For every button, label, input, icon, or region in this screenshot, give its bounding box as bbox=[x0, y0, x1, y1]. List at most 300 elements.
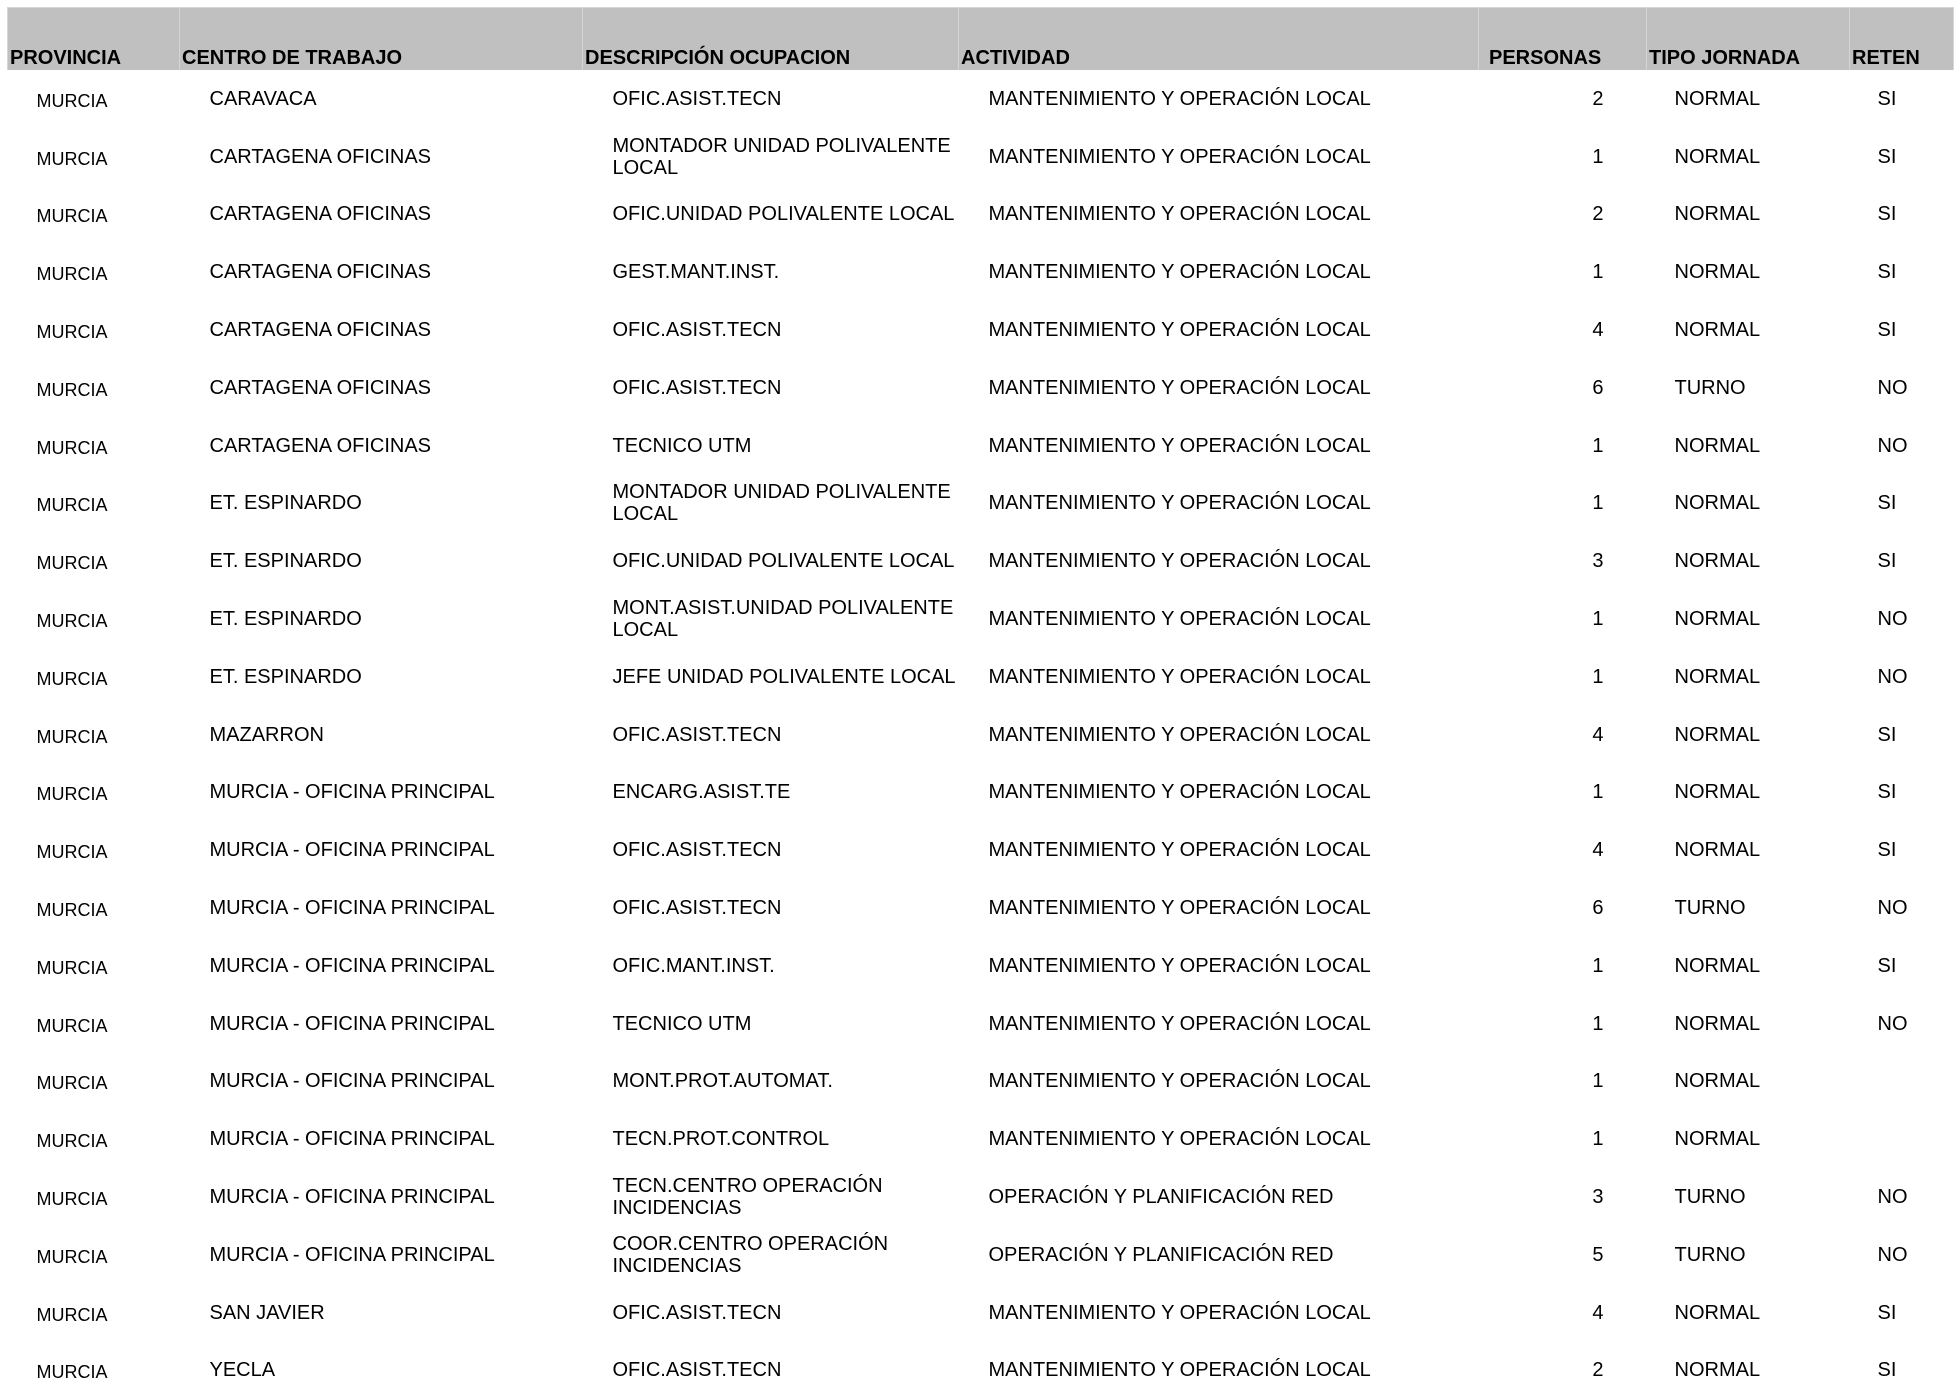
cell-descripcion-ocupacion-text: OFIC.UNIDAD POLIVALENTE LOCAL bbox=[612, 550, 955, 573]
header-reten bbox=[1850, 8, 1954, 71]
cell-tipo-jornada bbox=[1647, 1110, 1850, 1168]
cell-descripcion-ocupacion bbox=[583, 70, 959, 128]
cell-centro-trabajo-text: ET. ESPINARDO bbox=[209, 608, 362, 631]
cell-provincia-text: MURCIA bbox=[36, 1015, 108, 1036]
cell-centro-trabajo bbox=[180, 821, 583, 879]
cell-reten-text: SI bbox=[1877, 954, 1897, 977]
cell-reten-text: NO bbox=[1877, 434, 1908, 457]
cell-personas bbox=[1479, 706, 1647, 764]
cell-reten-text: SI bbox=[1877, 723, 1897, 746]
cell-tipo-jornada-text: NORMAL bbox=[1674, 261, 1761, 284]
cell-tipo-jornada-text: TURNO bbox=[1674, 1186, 1746, 1209]
cell-actividad bbox=[959, 475, 1479, 533]
cell-provincia bbox=[8, 1110, 180, 1168]
cell-centro-trabajo-text: CARTAGENA OFICINAS bbox=[209, 319, 432, 342]
table-row bbox=[8, 995, 1954, 1053]
cell-reten-text: SI bbox=[1877, 145, 1897, 168]
cell-actividad-text: MANTENIMIENTO Y OPERACIÓN LOCAL bbox=[988, 1301, 1371, 1324]
cell-tipo-jornada bbox=[1647, 359, 1850, 417]
cell-provincia bbox=[8, 186, 180, 244]
cell-personas-text: 1 bbox=[1592, 434, 1604, 457]
cell-descripcion-ocupacion bbox=[583, 186, 959, 244]
cell-provincia-text: MURCIA bbox=[36, 1246, 108, 1267]
cell-descripcion-ocupacion-text: COOR.CENTRO OPERACIÓN INCIDENCIAS bbox=[612, 1232, 889, 1277]
cell-centro-trabajo-text: MURCIA - OFICINA PRINCIPAL bbox=[209, 1070, 495, 1093]
cell-actividad-text: MANTENIMIENTO Y OPERACIÓN LOCAL bbox=[988, 954, 1371, 977]
cell-tipo-jornada-text: NORMAL bbox=[1674, 1301, 1761, 1324]
cell-provincia-text: MURCIA bbox=[36, 148, 108, 169]
cell-provincia-text: MURCIA bbox=[36, 437, 108, 458]
cell-personas bbox=[1479, 821, 1647, 879]
cell-personas bbox=[1479, 243, 1647, 301]
cell-personas bbox=[1479, 1284, 1647, 1342]
cell-actividad bbox=[959, 590, 1479, 648]
cell-actividad bbox=[959, 186, 1479, 244]
cell-centro-trabajo bbox=[180, 70, 583, 128]
cell-reten bbox=[1850, 1053, 1954, 1111]
cell-provincia-text: MURCIA bbox=[36, 1131, 108, 1152]
cell-provincia bbox=[8, 937, 180, 995]
cell-provincia-text: MURCIA bbox=[36, 611, 108, 632]
cell-centro-trabajo-text: CARTAGENA OFICINAS bbox=[209, 145, 432, 168]
cell-descripcion-ocupacion bbox=[583, 532, 959, 590]
cell-reten-text: NO bbox=[1877, 1186, 1908, 1209]
header-row bbox=[8, 8, 1954, 71]
cell-actividad-text: MANTENIMIENTO Y OPERACIÓN LOCAL bbox=[988, 897, 1371, 920]
cell-personas bbox=[1479, 417, 1647, 475]
cell-centro-trabajo-text: MURCIA - OFICINA PRINCIPAL bbox=[209, 897, 495, 920]
cell-personas bbox=[1479, 879, 1647, 937]
header-provincia bbox=[8, 8, 180, 71]
cell-reten bbox=[1850, 186, 1954, 244]
cell-actividad-text: MANTENIMIENTO Y OPERACIÓN LOCAL bbox=[988, 319, 1371, 342]
cell-actividad bbox=[959, 417, 1479, 475]
cell-centro-trabajo-text: MURCIA - OFICINA PRINCIPAL bbox=[209, 1128, 495, 1151]
cell-tipo-jornada-text: NORMAL bbox=[1674, 550, 1761, 573]
cell-tipo-jornada bbox=[1647, 243, 1850, 301]
cell-personas bbox=[1479, 1342, 1647, 1399]
cell-reten bbox=[1850, 648, 1954, 706]
cell-tipo-jornada-text: NORMAL bbox=[1674, 319, 1761, 342]
header-personas bbox=[1479, 8, 1647, 71]
cell-provincia bbox=[8, 764, 180, 822]
cell-tipo-jornada bbox=[1647, 1342, 1850, 1399]
header-tipo-jornada bbox=[1647, 8, 1850, 71]
cell-tipo-jornada-text: NORMAL bbox=[1674, 608, 1761, 631]
cell-personas-text: 5 bbox=[1592, 1243, 1604, 1266]
cell-descripcion-ocupacion-text: OFIC.ASIST.TECN bbox=[612, 897, 782, 920]
cell-descripcion-ocupacion bbox=[583, 995, 959, 1053]
cell-descripcion-ocupacion bbox=[583, 1168, 959, 1226]
cell-tipo-jornada-text: NORMAL bbox=[1674, 434, 1761, 457]
cell-reten bbox=[1850, 417, 1954, 475]
table-row bbox=[8, 1226, 1954, 1284]
header-centro-label: CENTRO DE TRABAJO bbox=[182, 47, 403, 69]
cell-tipo-jornada bbox=[1647, 590, 1850, 648]
cell-descripcion-ocupacion bbox=[583, 764, 959, 822]
cell-provincia-text: MURCIA bbox=[36, 264, 108, 285]
table-row bbox=[8, 128, 1954, 186]
cell-actividad bbox=[959, 879, 1479, 937]
cell-tipo-jornada-text: NORMAL bbox=[1674, 1070, 1761, 1093]
cell-tipo-jornada bbox=[1647, 706, 1850, 764]
cell-centro-trabajo-text: MURCIA - OFICINA PRINCIPAL bbox=[209, 839, 495, 862]
cell-actividad bbox=[959, 648, 1479, 706]
cell-provincia-text: MURCIA bbox=[36, 726, 108, 747]
cell-centro-trabajo-text: SAN JAVIER bbox=[209, 1301, 325, 1324]
cell-descripcion-ocupacion-text: OFIC.UNIDAD POLIVALENTE LOCAL bbox=[612, 203, 955, 226]
cell-centro-trabajo bbox=[180, 532, 583, 590]
table-row bbox=[8, 417, 1954, 475]
cell-reten bbox=[1850, 764, 1954, 822]
cell-tipo-jornada bbox=[1647, 186, 1850, 244]
cell-actividad bbox=[959, 301, 1479, 359]
cell-personas bbox=[1479, 995, 1647, 1053]
cell-centro-trabajo bbox=[180, 243, 583, 301]
cell-centro-trabajo-text: CARTAGENA OFICINAS bbox=[209, 261, 432, 284]
cell-personas bbox=[1479, 301, 1647, 359]
cell-reten bbox=[1850, 70, 1954, 128]
header-provincia-label: PROVINCIA bbox=[10, 47, 122, 69]
cell-descripcion-ocupacion bbox=[583, 821, 959, 879]
cell-tipo-jornada bbox=[1647, 648, 1850, 706]
cell-personas-text: 1 bbox=[1592, 781, 1604, 804]
cell-centro-trabajo bbox=[180, 359, 583, 417]
cell-provincia bbox=[8, 359, 180, 417]
cell-centro-trabajo-text: YECLA bbox=[209, 1359, 276, 1382]
table-row bbox=[8, 648, 1954, 706]
cell-descripcion-ocupacion-text: OFIC.ASIST.TECN bbox=[612, 723, 782, 746]
cell-centro-trabajo bbox=[180, 706, 583, 764]
cell-personas bbox=[1479, 70, 1647, 128]
cell-provincia bbox=[8, 128, 180, 186]
header-descripcion bbox=[583, 8, 959, 71]
cell-actividad bbox=[959, 937, 1479, 995]
table-row bbox=[8, 590, 1954, 648]
cell-personas-text: 4 bbox=[1592, 723, 1604, 746]
cell-reten-text: SI bbox=[1877, 261, 1897, 284]
cell-provincia bbox=[8, 301, 180, 359]
cell-reten-text: SI bbox=[1877, 550, 1897, 573]
cell-provincia bbox=[8, 706, 180, 764]
cell-personas-text: 4 bbox=[1592, 319, 1604, 342]
cell-actividad bbox=[959, 995, 1479, 1053]
cell-personas-text: 1 bbox=[1592, 954, 1604, 977]
cell-provincia-text: MURCIA bbox=[36, 90, 108, 111]
cell-actividad bbox=[959, 1284, 1479, 1342]
cell-reten-text: SI bbox=[1877, 319, 1897, 342]
cell-reten-text: SI bbox=[1877, 492, 1897, 515]
cell-centro-trabajo bbox=[180, 1053, 583, 1111]
cell-reten bbox=[1850, 821, 1954, 879]
cell-descripcion-ocupacion bbox=[583, 937, 959, 995]
cell-tipo-jornada bbox=[1647, 821, 1850, 879]
cell-personas-text: 1 bbox=[1592, 1012, 1604, 1035]
cell-centro-trabajo bbox=[180, 1110, 583, 1168]
cell-descripcion-ocupacion-text: JEFE UNIDAD POLIVALENTE LOCAL bbox=[612, 665, 956, 688]
cell-actividad-text: MANTENIMIENTO Y OPERACIÓN LOCAL bbox=[988, 434, 1371, 457]
cell-provincia bbox=[8, 475, 180, 533]
cell-reten-text: SI bbox=[1877, 203, 1897, 226]
cell-descripcion-ocupacion-text: TECN.PROT.CONTROL bbox=[612, 1128, 830, 1151]
cell-tipo-jornada-text: TURNO bbox=[1674, 897, 1746, 920]
cell-tipo-jornada bbox=[1647, 1226, 1850, 1284]
cell-provincia-text: MURCIA bbox=[36, 206, 108, 227]
cell-personas bbox=[1479, 764, 1647, 822]
cell-actividad-text: MANTENIMIENTO Y OPERACIÓN LOCAL bbox=[988, 1359, 1371, 1382]
table-row bbox=[8, 764, 1954, 822]
cell-descripcion-ocupacion bbox=[583, 1053, 959, 1111]
cell-centro-trabajo bbox=[180, 128, 583, 186]
cell-provincia bbox=[8, 1053, 180, 1111]
cell-provincia bbox=[8, 1226, 180, 1284]
cell-centro-trabajo bbox=[180, 995, 583, 1053]
cell-actividad-text: MANTENIMIENTO Y OPERACIÓN LOCAL bbox=[988, 781, 1371, 804]
cell-descripcion-ocupacion-text: MONT.PROT.AUTOMAT. bbox=[612, 1070, 833, 1093]
cell-centro-trabajo-text: CARTAGENA OFICINAS bbox=[209, 203, 432, 226]
cell-tipo-jornada bbox=[1647, 764, 1850, 822]
cell-descripcion-ocupacion bbox=[583, 590, 959, 648]
cell-provincia-text: MURCIA bbox=[36, 842, 108, 863]
cell-provincia-text: MURCIA bbox=[36, 1189, 108, 1210]
cell-actividad-text: MANTENIMIENTO Y OPERACIÓN LOCAL bbox=[988, 665, 1371, 688]
cell-provincia bbox=[8, 532, 180, 590]
cell-personas-text: 1 bbox=[1592, 145, 1604, 168]
cell-descripcion-ocupacion bbox=[583, 1342, 959, 1399]
table-row bbox=[8, 70, 1954, 128]
cell-provincia bbox=[8, 1284, 180, 1342]
cell-actividad bbox=[959, 1342, 1479, 1399]
cell-tipo-jornada-text: TURNO bbox=[1674, 1243, 1746, 1266]
cell-personas-text: 4 bbox=[1592, 1301, 1604, 1324]
cell-personas-text: 2 bbox=[1592, 203, 1604, 226]
cell-reten-text: SI bbox=[1877, 87, 1897, 110]
cell-tipo-jornada-text: NORMAL bbox=[1674, 954, 1761, 977]
cell-personas-text: 1 bbox=[1592, 665, 1604, 688]
cell-reten-text: SI bbox=[1877, 1301, 1897, 1324]
cell-personas bbox=[1479, 475, 1647, 533]
cell-reten bbox=[1850, 879, 1954, 937]
cell-reten bbox=[1850, 359, 1954, 417]
cell-reten bbox=[1850, 1168, 1954, 1226]
cell-reten bbox=[1850, 1342, 1954, 1399]
cell-descripcion-ocupacion-text: TECN.CENTRO OPERACIÓN INCIDENCIAS bbox=[612, 1175, 883, 1220]
cell-centro-trabajo bbox=[180, 186, 583, 244]
table-row bbox=[8, 301, 1954, 359]
cell-actividad-text: MANTENIMIENTO Y OPERACIÓN LOCAL bbox=[988, 608, 1371, 631]
cell-personas-text: 1 bbox=[1592, 608, 1604, 631]
cell-reten-text: SI bbox=[1877, 781, 1897, 804]
cell-centro-trabajo bbox=[180, 301, 583, 359]
cell-tipo-jornada bbox=[1647, 1053, 1850, 1111]
cell-tipo-jornada-text: NORMAL bbox=[1674, 839, 1761, 862]
cell-descripcion-ocupacion bbox=[583, 359, 959, 417]
cell-tipo-jornada-text: NORMAL bbox=[1674, 1012, 1761, 1035]
table-row bbox=[8, 475, 1954, 533]
table-row bbox=[8, 1168, 1954, 1226]
cell-actividad bbox=[959, 70, 1479, 128]
cell-personas-text: 1 bbox=[1592, 1128, 1604, 1151]
table-row bbox=[8, 706, 1954, 764]
cell-personas bbox=[1479, 1053, 1647, 1111]
cell-actividad-text: MANTENIMIENTO Y OPERACIÓN LOCAL bbox=[988, 261, 1371, 284]
header-actividad-label: ACTIVIDAD bbox=[961, 47, 1070, 69]
cell-actividad bbox=[959, 764, 1479, 822]
cell-personas bbox=[1479, 359, 1647, 417]
cell-provincia bbox=[8, 879, 180, 937]
cell-actividad bbox=[959, 1226, 1479, 1284]
cell-provincia-text: MURCIA bbox=[36, 553, 108, 574]
cell-reten-text: NO bbox=[1877, 1012, 1908, 1035]
cell-tipo-jornada-text: NORMAL bbox=[1674, 723, 1761, 746]
cell-tipo-jornada-text: NORMAL bbox=[1674, 145, 1761, 168]
cell-reten bbox=[1850, 995, 1954, 1053]
cell-actividad bbox=[959, 1053, 1479, 1111]
header-reten-label: RETEN bbox=[1852, 47, 1920, 69]
cell-provincia-text: MURCIA bbox=[36, 957, 108, 978]
cell-tipo-jornada bbox=[1647, 1284, 1850, 1342]
cell-personas-text: 1 bbox=[1592, 492, 1604, 515]
cell-descripcion-ocupacion bbox=[583, 1110, 959, 1168]
cell-provincia bbox=[8, 417, 180, 475]
cell-reten-text: NO bbox=[1877, 665, 1908, 688]
cell-provincia-text: MURCIA bbox=[36, 495, 108, 516]
cell-personas-text: 1 bbox=[1592, 1070, 1604, 1093]
cell-reten bbox=[1850, 937, 1954, 995]
table-row bbox=[8, 937, 1954, 995]
cell-descripcion-ocupacion-text: ENCARG.ASIST.TE bbox=[612, 781, 791, 804]
cell-centro-trabajo bbox=[180, 1226, 583, 1284]
cell-reten-text: SI bbox=[1877, 839, 1897, 862]
cell-reten bbox=[1850, 706, 1954, 764]
cell-descripcion-ocupacion-text: OFIC.ASIST.TECN bbox=[612, 376, 782, 399]
table-row bbox=[8, 879, 1954, 937]
cell-centro-trabajo bbox=[180, 648, 583, 706]
table-row bbox=[8, 359, 1954, 417]
header-descripcion-label: DESCRIPCIÓN OCUPACION bbox=[585, 47, 851, 69]
cell-descripcion-ocupacion-text: GEST.MANT.INST. bbox=[612, 261, 780, 284]
cell-descripcion-ocupacion bbox=[583, 301, 959, 359]
cell-descripcion-ocupacion-text: MONTADOR UNIDAD POLIVALENTE LOCAL bbox=[612, 481, 951, 526]
cell-tipo-jornada bbox=[1647, 532, 1850, 590]
cell-centro-trabajo bbox=[180, 417, 583, 475]
cell-actividad bbox=[959, 821, 1479, 879]
cell-tipo-jornada bbox=[1647, 128, 1850, 186]
cell-actividad bbox=[959, 1110, 1479, 1168]
cell-actividad bbox=[959, 243, 1479, 301]
cell-centro-trabajo-text: MAZARRON bbox=[209, 723, 324, 746]
cell-provincia bbox=[8, 590, 180, 648]
table-row bbox=[8, 1342, 1954, 1399]
cell-centro-trabajo-text: ET. ESPINARDO bbox=[209, 665, 362, 688]
cell-centro-trabajo bbox=[180, 879, 583, 937]
cell-personas bbox=[1479, 1168, 1647, 1226]
cell-reten-text: SI bbox=[1877, 1359, 1897, 1382]
cell-provincia-text: MURCIA bbox=[36, 379, 108, 400]
cell-tipo-jornada bbox=[1647, 937, 1850, 995]
cell-provincia bbox=[8, 821, 180, 879]
cell-reten bbox=[1850, 301, 1954, 359]
cell-reten-text: NO bbox=[1877, 376, 1908, 399]
cell-provincia-text: MURCIA bbox=[36, 900, 108, 921]
cell-actividad-text: MANTENIMIENTO Y OPERACIÓN LOCAL bbox=[988, 492, 1371, 515]
cell-descripcion-ocupacion bbox=[583, 475, 959, 533]
table-row bbox=[8, 1284, 1954, 1342]
cell-provincia bbox=[8, 243, 180, 301]
cell-personas-text: 4 bbox=[1592, 839, 1604, 862]
occupation-table-sheet bbox=[7, 7, 1953, 1399]
table-row bbox=[8, 1053, 1954, 1111]
cell-centro-trabajo bbox=[180, 1342, 583, 1399]
cell-provincia-text: MURCIA bbox=[36, 1304, 108, 1325]
cell-centro-trabajo bbox=[180, 1284, 583, 1342]
cell-personas bbox=[1479, 532, 1647, 590]
cell-descripcion-ocupacion bbox=[583, 128, 959, 186]
cell-actividad-text: OPERACIÓN Y PLANIFICACIÓN RED bbox=[988, 1186, 1334, 1209]
cell-personas-text: 3 bbox=[1592, 550, 1604, 573]
cell-provincia bbox=[8, 70, 180, 128]
cell-personas-text: 2 bbox=[1592, 1359, 1604, 1382]
cell-descripcion-ocupacion bbox=[583, 1284, 959, 1342]
cell-provincia bbox=[8, 1168, 180, 1226]
cell-personas-text: 6 bbox=[1592, 376, 1604, 399]
cell-centro-trabajo-text: ET. ESPINARDO bbox=[209, 550, 362, 573]
cell-centro-trabajo-text: ET. ESPINARDO bbox=[209, 492, 362, 515]
cell-provincia-text: MURCIA bbox=[36, 1362, 108, 1383]
cell-personas-text: 6 bbox=[1592, 897, 1604, 920]
cell-tipo-jornada bbox=[1647, 417, 1850, 475]
cell-tipo-jornada-text: NORMAL bbox=[1674, 492, 1761, 515]
cell-actividad bbox=[959, 128, 1479, 186]
cell-centro-trabajo-text: MURCIA - OFICINA PRINCIPAL bbox=[209, 781, 495, 804]
cell-actividad-text: MANTENIMIENTO Y OPERACIÓN LOCAL bbox=[988, 203, 1371, 226]
cell-reten bbox=[1850, 1110, 1954, 1168]
cell-personas-text: 1 bbox=[1592, 261, 1604, 284]
cell-provincia-text: MURCIA bbox=[36, 1073, 108, 1094]
cell-provincia bbox=[8, 995, 180, 1053]
cell-tipo-jornada-text: NORMAL bbox=[1674, 665, 1761, 688]
cell-descripcion-ocupacion-text: OFIC.ASIST.TECN bbox=[612, 87, 782, 110]
cell-personas-text: 3 bbox=[1592, 1186, 1604, 1209]
table-row bbox=[8, 186, 1954, 244]
cell-reten bbox=[1850, 243, 1954, 301]
cell-tipo-jornada bbox=[1647, 1168, 1850, 1226]
table-body bbox=[8, 70, 1954, 1399]
cell-actividad bbox=[959, 706, 1479, 764]
cell-actividad bbox=[959, 532, 1479, 590]
cell-tipo-jornada-text: NORMAL bbox=[1674, 1359, 1761, 1382]
cell-descripcion-ocupacion bbox=[583, 706, 959, 764]
cell-tipo-jornada-text: TURNO bbox=[1674, 376, 1746, 399]
cell-reten-text: NO bbox=[1877, 608, 1908, 631]
cell-actividad-text: MANTENIMIENTO Y OPERACIÓN LOCAL bbox=[988, 145, 1371, 168]
cell-centro-trabajo-text: MURCIA - OFICINA PRINCIPAL bbox=[209, 954, 495, 977]
table-row bbox=[8, 532, 1954, 590]
cell-actividad-text: MANTENIMIENTO Y OPERACIÓN LOCAL bbox=[988, 87, 1371, 110]
cell-centro-trabajo-text: MURCIA - OFICINA PRINCIPAL bbox=[209, 1186, 495, 1209]
cell-provincia-text: MURCIA bbox=[36, 322, 108, 343]
cell-tipo-jornada-text: NORMAL bbox=[1674, 1128, 1761, 1151]
cell-actividad-text: OPERACIÓN Y PLANIFICACIÓN RED bbox=[988, 1243, 1334, 1266]
cell-tipo-jornada bbox=[1647, 879, 1850, 937]
cell-tipo-jornada bbox=[1647, 475, 1850, 533]
cell-descripcion-ocupacion-text: OFIC.ASIST.TECN bbox=[612, 1359, 782, 1382]
cell-reten bbox=[1850, 128, 1954, 186]
cell-centro-trabajo bbox=[180, 764, 583, 822]
cell-centro-trabajo-text: CARTAGENA OFICINAS bbox=[209, 376, 432, 399]
table-row bbox=[8, 1110, 1954, 1168]
cell-descripcion-ocupacion bbox=[583, 879, 959, 937]
